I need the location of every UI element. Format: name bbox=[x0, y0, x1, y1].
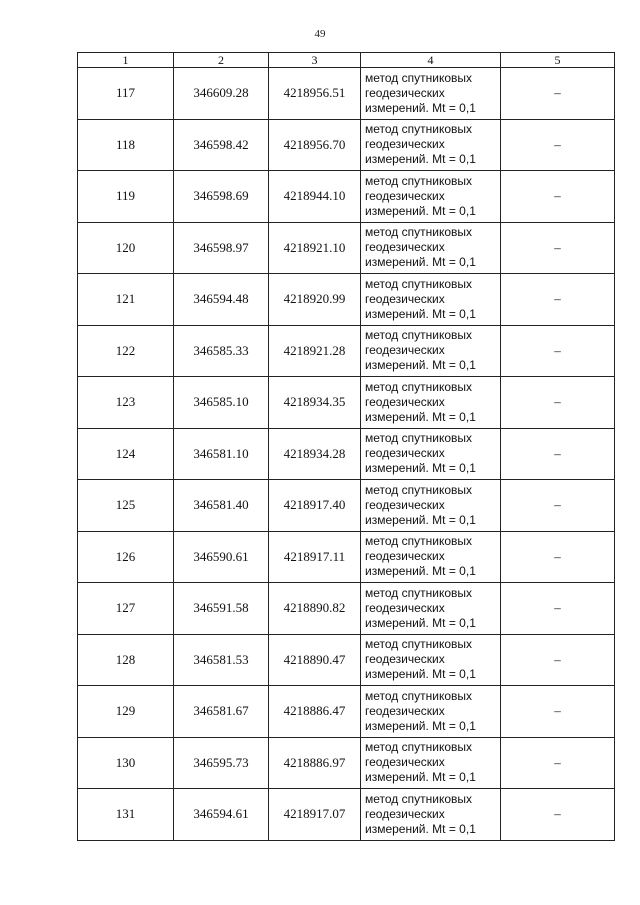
table-row bbox=[78, 737, 615, 789]
method-cell bbox=[361, 634, 501, 686]
method-text-line: метод спутниковых bbox=[365, 225, 473, 240]
method-text-line: измерений. Mt = 0,1 bbox=[365, 409, 476, 424]
table-row bbox=[78, 428, 615, 480]
method-text-line: метод спутниковых bbox=[365, 70, 473, 85]
column-5-cell: – bbox=[501, 325, 615, 377]
column-5-cell: – bbox=[501, 634, 615, 686]
method-cell bbox=[361, 480, 501, 532]
y-coordinate-cell: 4218920.99 bbox=[269, 274, 361, 326]
x-coordinate-cell: 346585.10 bbox=[174, 377, 269, 429]
column-header: 3 bbox=[269, 53, 361, 68]
table-row bbox=[78, 583, 615, 635]
table-row bbox=[78, 222, 615, 274]
y-coordinate-cell: 4218944.10 bbox=[269, 171, 361, 223]
table-body bbox=[78, 68, 615, 841]
table-row bbox=[78, 377, 615, 429]
column-header: 5 bbox=[501, 53, 615, 68]
table-row bbox=[78, 686, 615, 738]
column-5-cell: – bbox=[501, 171, 615, 223]
column-5-cell: – bbox=[501, 789, 615, 841]
method-cell bbox=[361, 737, 501, 789]
point-number-cell: 124 bbox=[78, 428, 174, 480]
method-text-line: геодезических bbox=[365, 394, 445, 409]
method-text-line: метод спутниковых bbox=[365, 328, 473, 343]
method-cell bbox=[361, 583, 501, 635]
method-text-line: геодезических bbox=[365, 755, 445, 770]
method-text-line: измерений. Mt = 0,1 bbox=[365, 615, 476, 630]
method-text-line: измерений. Mt = 0,1 bbox=[365, 100, 476, 115]
method-text-line: геодезических bbox=[365, 291, 445, 306]
method-text-line: геодезических bbox=[365, 703, 445, 718]
y-coordinate-cell: 4218956.70 bbox=[269, 119, 361, 171]
method-cell bbox=[361, 222, 501, 274]
method-text-line: измерений. Mt = 0,1 bbox=[365, 667, 476, 682]
y-coordinate-cell: 4218921.10 bbox=[269, 222, 361, 274]
method-text-line: геодезических bbox=[365, 549, 445, 564]
method-cell bbox=[361, 274, 501, 326]
table-row bbox=[78, 274, 615, 326]
method-text-line: метод спутниковых bbox=[365, 585, 473, 600]
method-text-line: геодезических bbox=[365, 343, 445, 358]
x-coordinate-cell: 346581.67 bbox=[174, 686, 269, 738]
column-header: 1 bbox=[78, 53, 174, 68]
coordinates-table bbox=[77, 52, 615, 841]
y-coordinate-cell: 4218934.35 bbox=[269, 377, 361, 429]
column-5-cell: – bbox=[501, 531, 615, 583]
table-row bbox=[78, 119, 615, 171]
x-coordinate-cell: 346594.48 bbox=[174, 274, 269, 326]
point-number-cell: 125 bbox=[78, 480, 174, 532]
method-cell bbox=[361, 119, 501, 171]
point-number-cell: 126 bbox=[78, 531, 174, 583]
x-coordinate-cell: 346595.73 bbox=[174, 737, 269, 789]
method-text-line: измерений. Mt = 0,1 bbox=[365, 564, 476, 579]
y-coordinate-cell: 4218886.47 bbox=[269, 686, 361, 738]
point-number-cell: 117 bbox=[78, 68, 174, 120]
point-number-cell: 119 bbox=[78, 171, 174, 223]
column-5-cell: – bbox=[501, 686, 615, 738]
y-coordinate-cell: 4218917.40 bbox=[269, 480, 361, 532]
method-text-line: метод спутниковых bbox=[365, 173, 473, 188]
point-number-cell: 121 bbox=[78, 274, 174, 326]
column-5-cell: – bbox=[501, 68, 615, 120]
table-row bbox=[78, 531, 615, 583]
x-coordinate-cell: 346598.42 bbox=[174, 119, 269, 171]
method-cell bbox=[361, 789, 501, 841]
page-number: 49 bbox=[314, 28, 326, 40]
method-text-line: метод спутниковых bbox=[365, 637, 473, 652]
table-row bbox=[78, 171, 615, 223]
method-text-line: метод спутниковых bbox=[365, 688, 473, 703]
x-coordinate-cell: 346598.97 bbox=[174, 222, 269, 274]
method-cell bbox=[361, 428, 501, 480]
x-coordinate-cell: 346594.61 bbox=[174, 789, 269, 841]
method-text-line: метод спутниковых bbox=[365, 431, 473, 446]
method-text-line: геодезических bbox=[365, 652, 445, 667]
point-number-cell: 128 bbox=[78, 634, 174, 686]
x-coordinate-cell: 346590.61 bbox=[174, 531, 269, 583]
method-text-line: метод спутниковых bbox=[365, 482, 473, 497]
method-cell bbox=[361, 531, 501, 583]
y-coordinate-cell: 4218890.47 bbox=[269, 634, 361, 686]
method-text-line: геодезических bbox=[365, 806, 445, 821]
column-5-cell: – bbox=[501, 737, 615, 789]
method-text-line: измерений. Mt = 0,1 bbox=[365, 358, 476, 373]
table-row bbox=[78, 789, 615, 841]
method-cell bbox=[361, 686, 501, 738]
method-text-line: геодезических bbox=[365, 137, 445, 152]
column-5-cell: – bbox=[501, 274, 615, 326]
method-text-line: измерений. Mt = 0,1 bbox=[365, 512, 476, 527]
method-text-line: измерений. Mt = 0,1 bbox=[365, 461, 476, 476]
method-text-line: геодезических bbox=[365, 600, 445, 615]
y-coordinate-cell: 4218890.82 bbox=[269, 583, 361, 635]
method-text-line: геодезических bbox=[365, 85, 445, 100]
y-coordinate-cell: 4218934.28 bbox=[269, 428, 361, 480]
method-text-line: метод спутниковых bbox=[365, 534, 473, 549]
y-coordinate-cell: 4218886.97 bbox=[269, 737, 361, 789]
x-coordinate-cell: 346609.28 bbox=[174, 68, 269, 120]
x-coordinate-cell: 346585.33 bbox=[174, 325, 269, 377]
point-number-cell: 120 bbox=[78, 222, 174, 274]
method-text-line: геодезических bbox=[365, 497, 445, 512]
y-coordinate-cell: 4218917.07 bbox=[269, 789, 361, 841]
column-5-cell: – bbox=[501, 377, 615, 429]
point-number-cell: 129 bbox=[78, 686, 174, 738]
point-number-cell: 127 bbox=[78, 583, 174, 635]
method-cell bbox=[361, 68, 501, 120]
method-text-line: метод спутниковых bbox=[365, 379, 473, 394]
method-text-line: метод спутниковых bbox=[365, 276, 473, 291]
method-text-line: измерений. Mt = 0,1 bbox=[365, 306, 476, 321]
method-cell bbox=[361, 325, 501, 377]
y-coordinate-cell: 4218921.28 bbox=[269, 325, 361, 377]
y-coordinate-cell: 4218956.51 bbox=[269, 68, 361, 120]
method-text-line: метод спутниковых bbox=[365, 740, 473, 755]
x-coordinate-cell: 346591.58 bbox=[174, 583, 269, 635]
column-5-cell: – bbox=[501, 222, 615, 274]
x-coordinate-cell: 346581.40 bbox=[174, 480, 269, 532]
method-cell bbox=[361, 377, 501, 429]
header-row bbox=[78, 53, 615, 68]
column-5-cell: – bbox=[501, 119, 615, 171]
column-header: 4 bbox=[361, 53, 501, 68]
x-coordinate-cell: 346598.69 bbox=[174, 171, 269, 223]
point-number-cell: 130 bbox=[78, 737, 174, 789]
point-number-cell: 123 bbox=[78, 377, 174, 429]
table-row bbox=[78, 325, 615, 377]
method-text-line: метод спутниковых bbox=[365, 791, 473, 806]
method-text-line: измерений. Mt = 0,1 bbox=[365, 770, 476, 785]
method-text-line: измерений. Mt = 0,1 bbox=[365, 152, 476, 167]
point-number-cell: 122 bbox=[78, 325, 174, 377]
x-coordinate-cell: 346581.53 bbox=[174, 634, 269, 686]
method-cell bbox=[361, 171, 501, 223]
column-5-cell: – bbox=[501, 583, 615, 635]
x-coordinate-cell: 346581.10 bbox=[174, 428, 269, 480]
table-row bbox=[78, 634, 615, 686]
method-text-line: метод спутниковых bbox=[365, 122, 473, 137]
table-row bbox=[78, 68, 615, 120]
method-text-line: геодезических bbox=[365, 240, 445, 255]
method-text-line: измерений. Mt = 0,1 bbox=[365, 203, 476, 218]
method-text-line: геодезических bbox=[365, 446, 445, 461]
point-number-cell: 131 bbox=[78, 789, 174, 841]
column-header: 2 bbox=[174, 53, 269, 68]
method-text-line: измерений. Mt = 0,1 bbox=[365, 718, 476, 733]
method-text-line: геодезических bbox=[365, 188, 445, 203]
table-row bbox=[78, 480, 615, 532]
column-5-cell: – bbox=[501, 428, 615, 480]
method-text-line: измерений. Mt = 0,1 bbox=[365, 821, 476, 836]
column-5-cell: – bbox=[501, 480, 615, 532]
point-number-cell: 118 bbox=[78, 119, 174, 171]
method-text-line: измерений. Mt = 0,1 bbox=[365, 255, 476, 270]
y-coordinate-cell: 4218917.11 bbox=[269, 531, 361, 583]
